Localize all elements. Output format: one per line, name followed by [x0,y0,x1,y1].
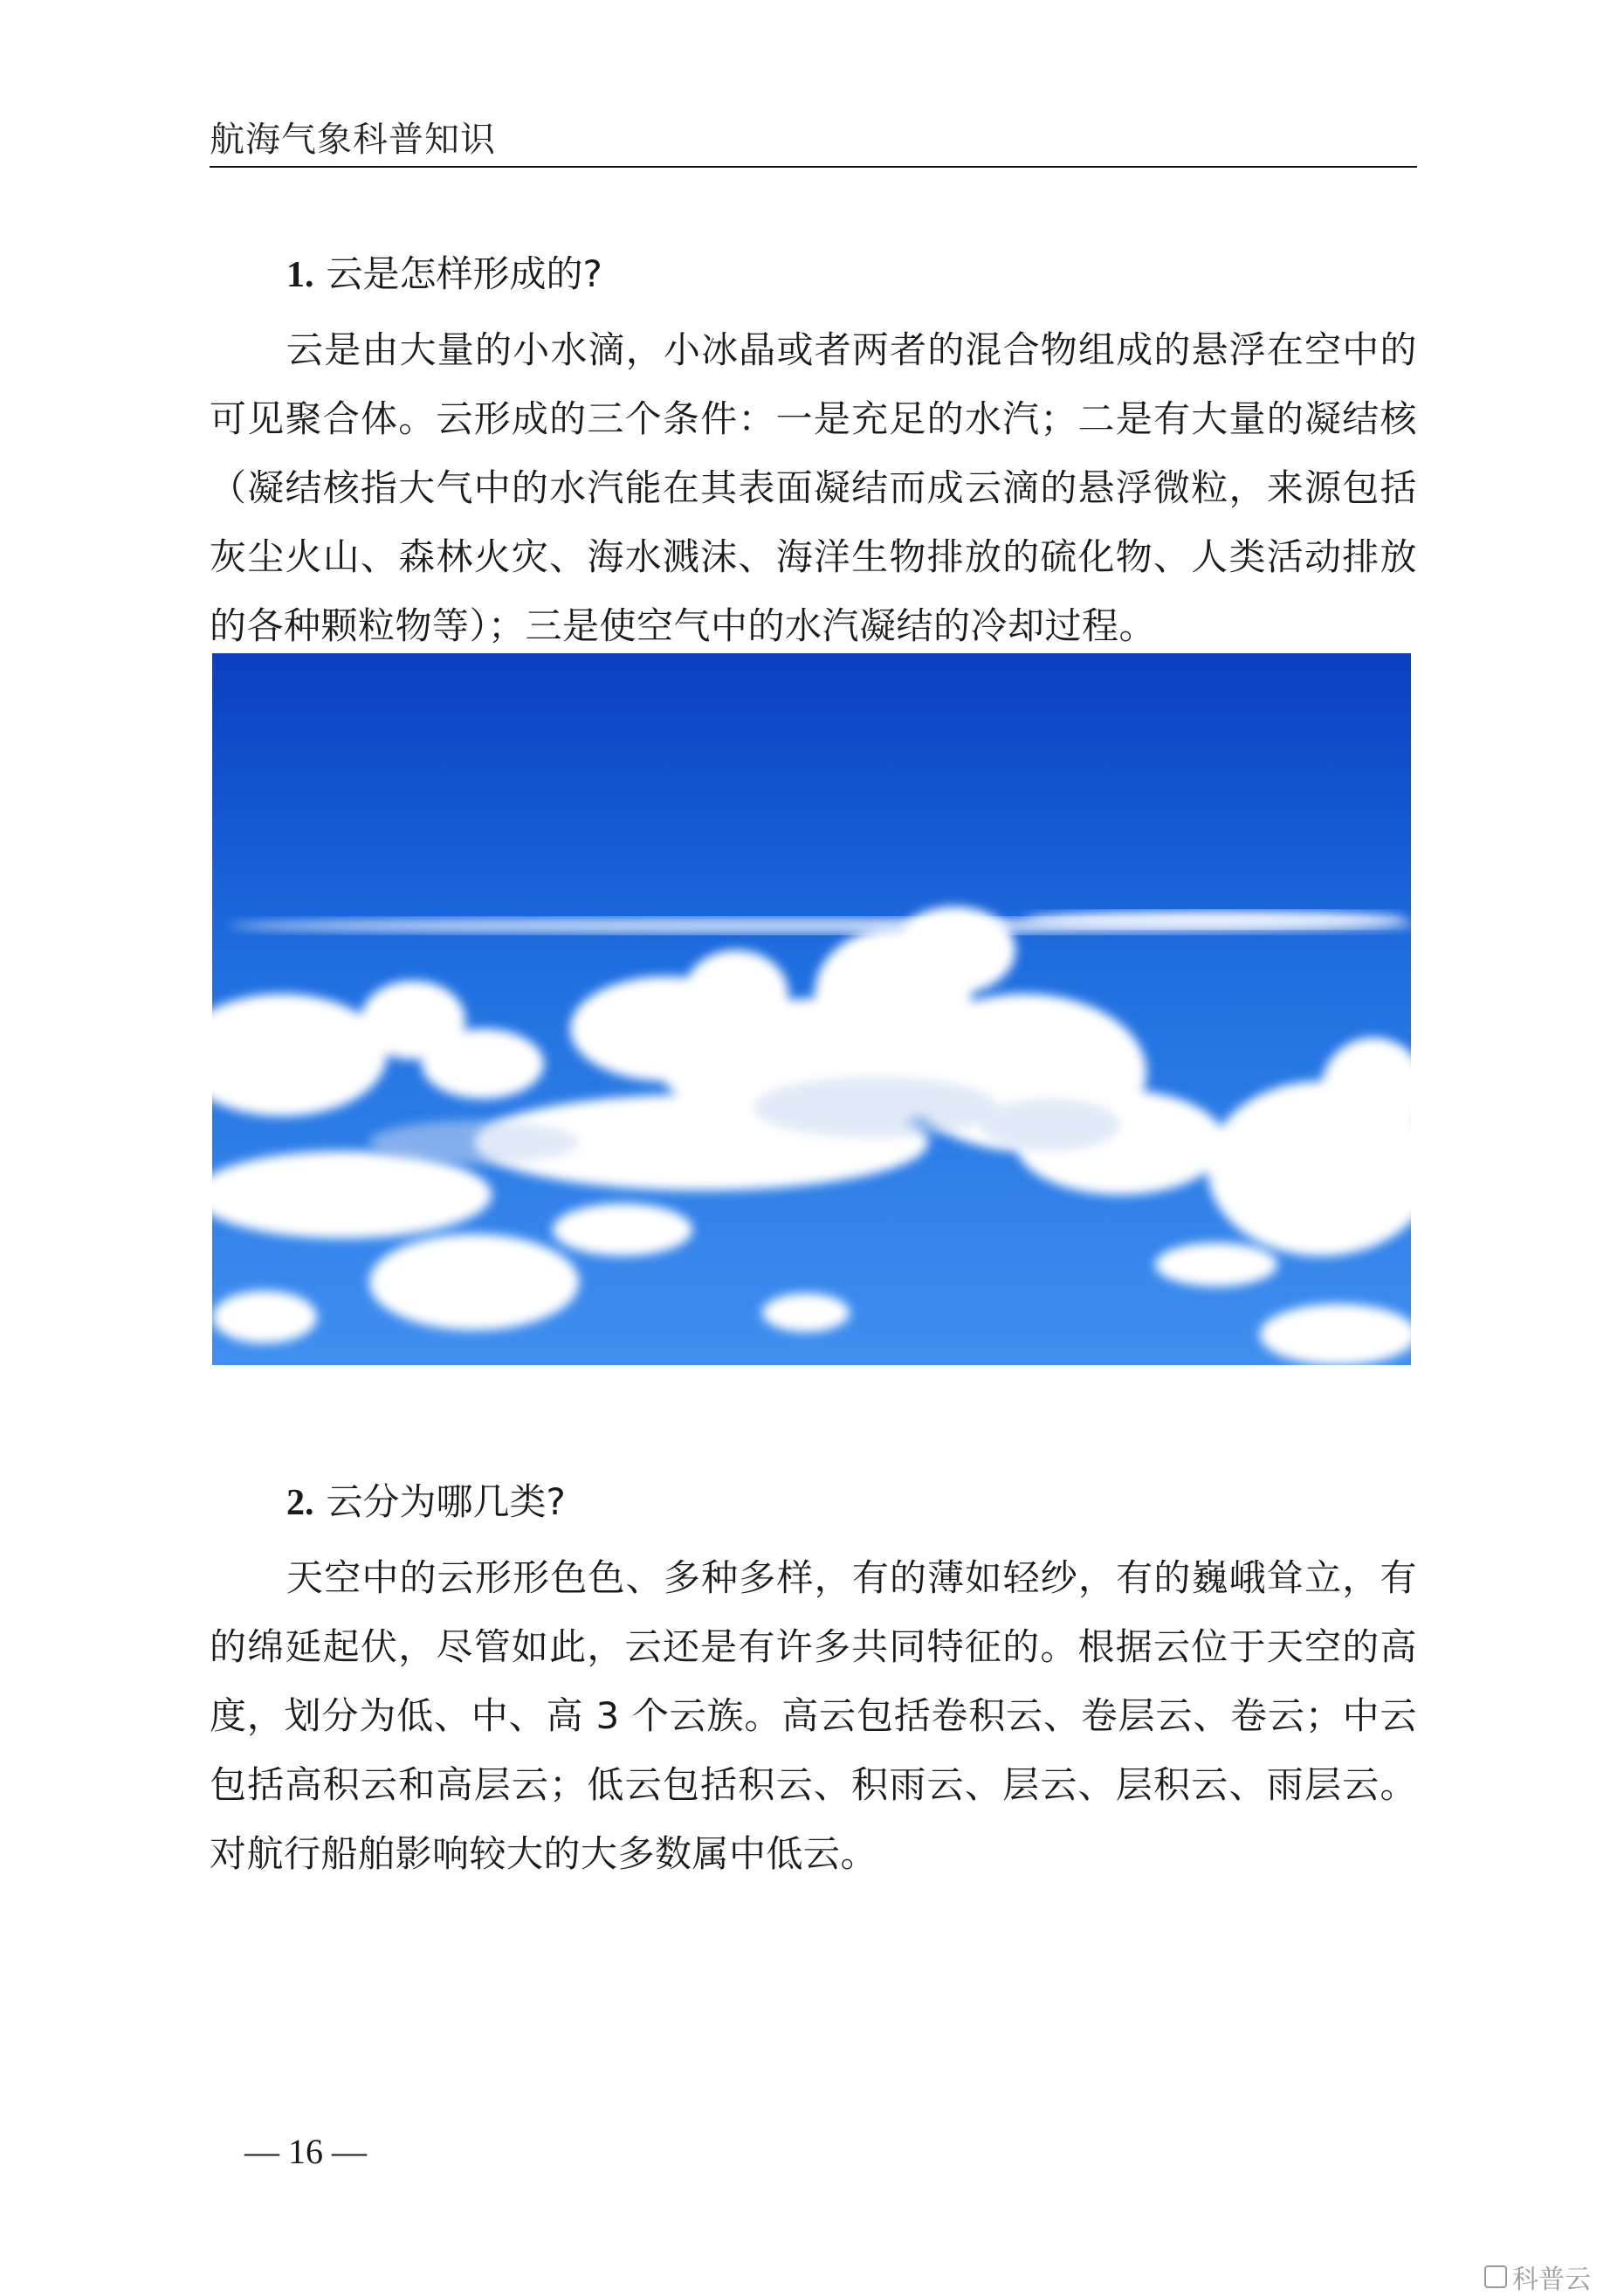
section-number: 2. [286,1483,314,1523]
section-paragraph: 天空中的云形形色色、多种多样，有的薄如轻纱，有的巍峨耸立，有的绵延起伏，尽管如此，云还是有许多共同特征的。根据云位于天空的高度，划分为低、中、高 3 个云族。高云包括卷积云、卷层云、卷云；中云包括高积云和高层云；低云包括积云、积雨云、层云、层积云、雨层云。对航行船舶影响较大的大多数属中低云。 [210,1556,1417,1875]
section-paragraph: 云是由大量的小水滴，小冰晶或者两者的混合物组成的悬浮在空中的可见聚合体。云形成的三个条件：一是充足的水汽；二是有大量的凝结核（凝结核指大气中的水汽能在其表面凝结而成云滴的悬浮微粒，来源包括灰尘火山、森林火灾、海水溅沫、海洋生物排放的硫化物、人类活动排放的各种颗粒物等）；三是使空气中的水汽凝结的冷却过程。 [210,328,1417,647]
running-header: 航海气象科普知识 [210,120,496,160]
watermark-logo-icon [1484,2265,1507,2288]
section-heading [210,1474,1417,1531]
section-heading [210,246,1417,303]
section-cloud-formation [210,246,1417,660]
section-number: 1. [286,255,314,295]
section-cloud-types [210,1474,1417,1888]
section-title: 云是怎样形成的? [326,252,602,295]
header-rule [210,166,1417,168]
watermark-text: 科普云 [1512,2265,1591,2295]
cloud-photo [212,653,1411,1365]
section-title: 云分为哪几类? [326,1480,566,1523]
page-number: — 16 — [244,2132,367,2171]
watermark [1484,2258,1591,2296]
